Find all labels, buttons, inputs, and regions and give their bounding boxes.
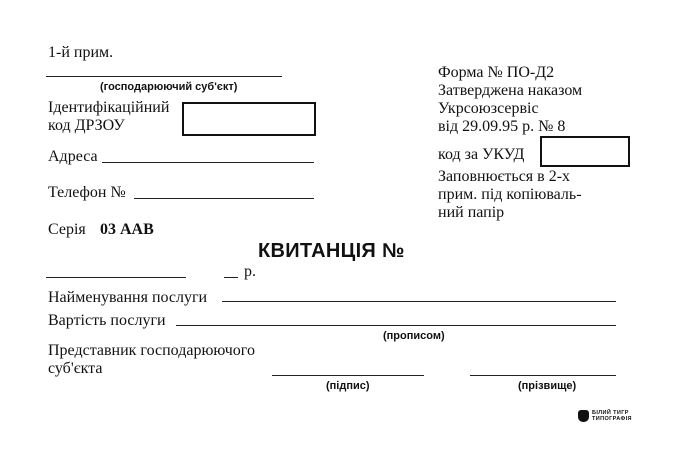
surname-caption: (прізвище) bbox=[518, 380, 577, 392]
logo-text-line1: БІЛИЙ ТИГР bbox=[592, 410, 629, 416]
phone-line[interactable] bbox=[134, 198, 314, 199]
address-line[interactable] bbox=[102, 162, 314, 163]
series-label: Серія bbox=[48, 221, 86, 238]
representative-line2: суб'єкта bbox=[48, 360, 103, 377]
service-cost-label: Вартість послуги bbox=[48, 312, 166, 329]
subject-line bbox=[46, 76, 282, 77]
in-words-caption: (прописом) bbox=[383, 330, 445, 342]
printer-logo bbox=[578, 410, 632, 422]
id-code-box[interactable] bbox=[182, 102, 316, 136]
series-value: 03 ААВ bbox=[100, 221, 154, 238]
form-number: Форма № ПО-Д2 bbox=[438, 64, 555, 81]
fill-note-line3: ний папір bbox=[438, 204, 505, 221]
id-label-line2: код ДРЗОУ bbox=[48, 117, 125, 134]
year-line[interactable] bbox=[224, 277, 238, 278]
phone-label: Телефон № bbox=[48, 184, 126, 201]
form-date: від 29.09.95 р. № 8 bbox=[438, 118, 566, 135]
address-label: Адреса bbox=[48, 148, 98, 165]
fill-note-line1: Заповнюється в 2-х bbox=[438, 168, 571, 185]
tiger-head-icon bbox=[578, 410, 589, 422]
receipt-title: КВИТАНЦІЯ № bbox=[258, 240, 405, 262]
surname-line[interactable] bbox=[470, 375, 616, 376]
service-name-label: Найменування послуги bbox=[48, 289, 208, 306]
service-name-line[interactable] bbox=[222, 301, 616, 302]
form-approved: Затверджена наказом bbox=[438, 82, 583, 99]
id-label-line1: Ідентифікаційний bbox=[48, 99, 170, 116]
copy-label: 1-й прим. bbox=[48, 44, 114, 61]
subject-caption: (господарюючий суб'єкт) bbox=[100, 81, 238, 93]
ukud-box[interactable] bbox=[540, 136, 630, 167]
form-org: Укрсоюзсервіс bbox=[438, 100, 539, 117]
signature-line[interactable] bbox=[272, 375, 424, 376]
date-line[interactable] bbox=[46, 277, 186, 278]
representative-line1: Представник господарюючого bbox=[48, 342, 255, 359]
logo-text-line2: ТИПОГРАФІЯ bbox=[592, 416, 632, 422]
fill-note-line2: прим. під копіюваль- bbox=[438, 186, 582, 203]
service-cost-line[interactable] bbox=[176, 325, 616, 326]
ukud-label: код за УКУД bbox=[438, 146, 525, 163]
signature-caption: (підпис) bbox=[326, 380, 370, 392]
year-suffix: р. bbox=[244, 263, 256, 280]
